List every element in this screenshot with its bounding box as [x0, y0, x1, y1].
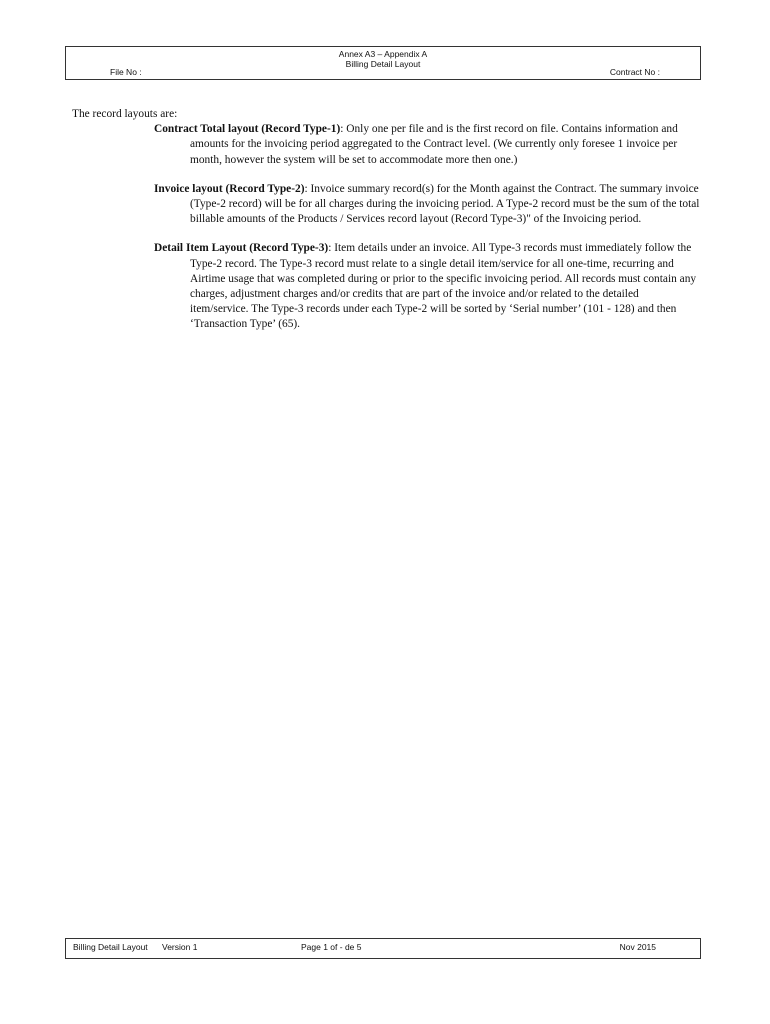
- page-footer: [65, 938, 701, 959]
- record-type-1-paragraph: [72, 122, 702, 168]
- contract-no-label: Contract No :: [609, 67, 660, 77]
- record-type-2-heading: Invoice layout (Record Type-2): [154, 182, 305, 195]
- record-type-1-heading: Contract Total layout (Record Type-1): [154, 123, 341, 136]
- header-title-block: [66, 49, 700, 69]
- footer-date: Nov 2015: [619, 942, 656, 952]
- intro-text: The record layouts are:: [72, 108, 178, 120]
- record-type-2-paragraph: [72, 182, 702, 228]
- header-document-title: Billing Detail Layout: [345, 59, 421, 69]
- header-annex-title: Annex A3 – Appendix A: [338, 49, 428, 59]
- record-type-3-paragraph: [72, 241, 702, 332]
- record-type-1-description: : Only one per file and is the first record on file. Contains information and amounts for the invoicing period aggregated to the Contract level. (We currently only foresee 1 invoice per month, however the system will be set to accommodate more then one.): [190, 123, 678, 166]
- record-type-2-description: : Invoice summary record(s) for the Month against the Contract. The summary invoice (Type-2 record) will be for all charges during the invoicing period. A Type-2 record must be the sum of the total billable amounts of the Products / Services record layout (Record Type-3)" of the Invoicing period.: [190, 182, 700, 226]
- footer-page-number: Page 1 of - de 5: [301, 942, 362, 952]
- footer-document-title: Billing Detail Layout: [73, 942, 148, 952]
- record-type-3-description: : Item details under an invoice. All Type-3 records must immediately follow the Type-2 record. The Type-3 record must relate to a single detail item/service for all one-time, recurring and Airtime usage that was completed during or prior to the specific invoicing period. All records must contain any charges, adjustment charges and/or credits that are part of the invoice and/or related to the detailed item/service. The Type-3 records under each Type-2 will be sorted by ‘Serial number’ (101 - 128) and then ‘Transaction Type’ (65).: [190, 242, 697, 331]
- document-body: [72, 107, 702, 347]
- record-type-3-heading: Detail Item Layout (Record Type-3): [154, 242, 329, 255]
- file-no-label: File No :: [110, 67, 142, 77]
- footer-version: Version 1: [162, 942, 198, 952]
- page-header: [65, 46, 701, 80]
